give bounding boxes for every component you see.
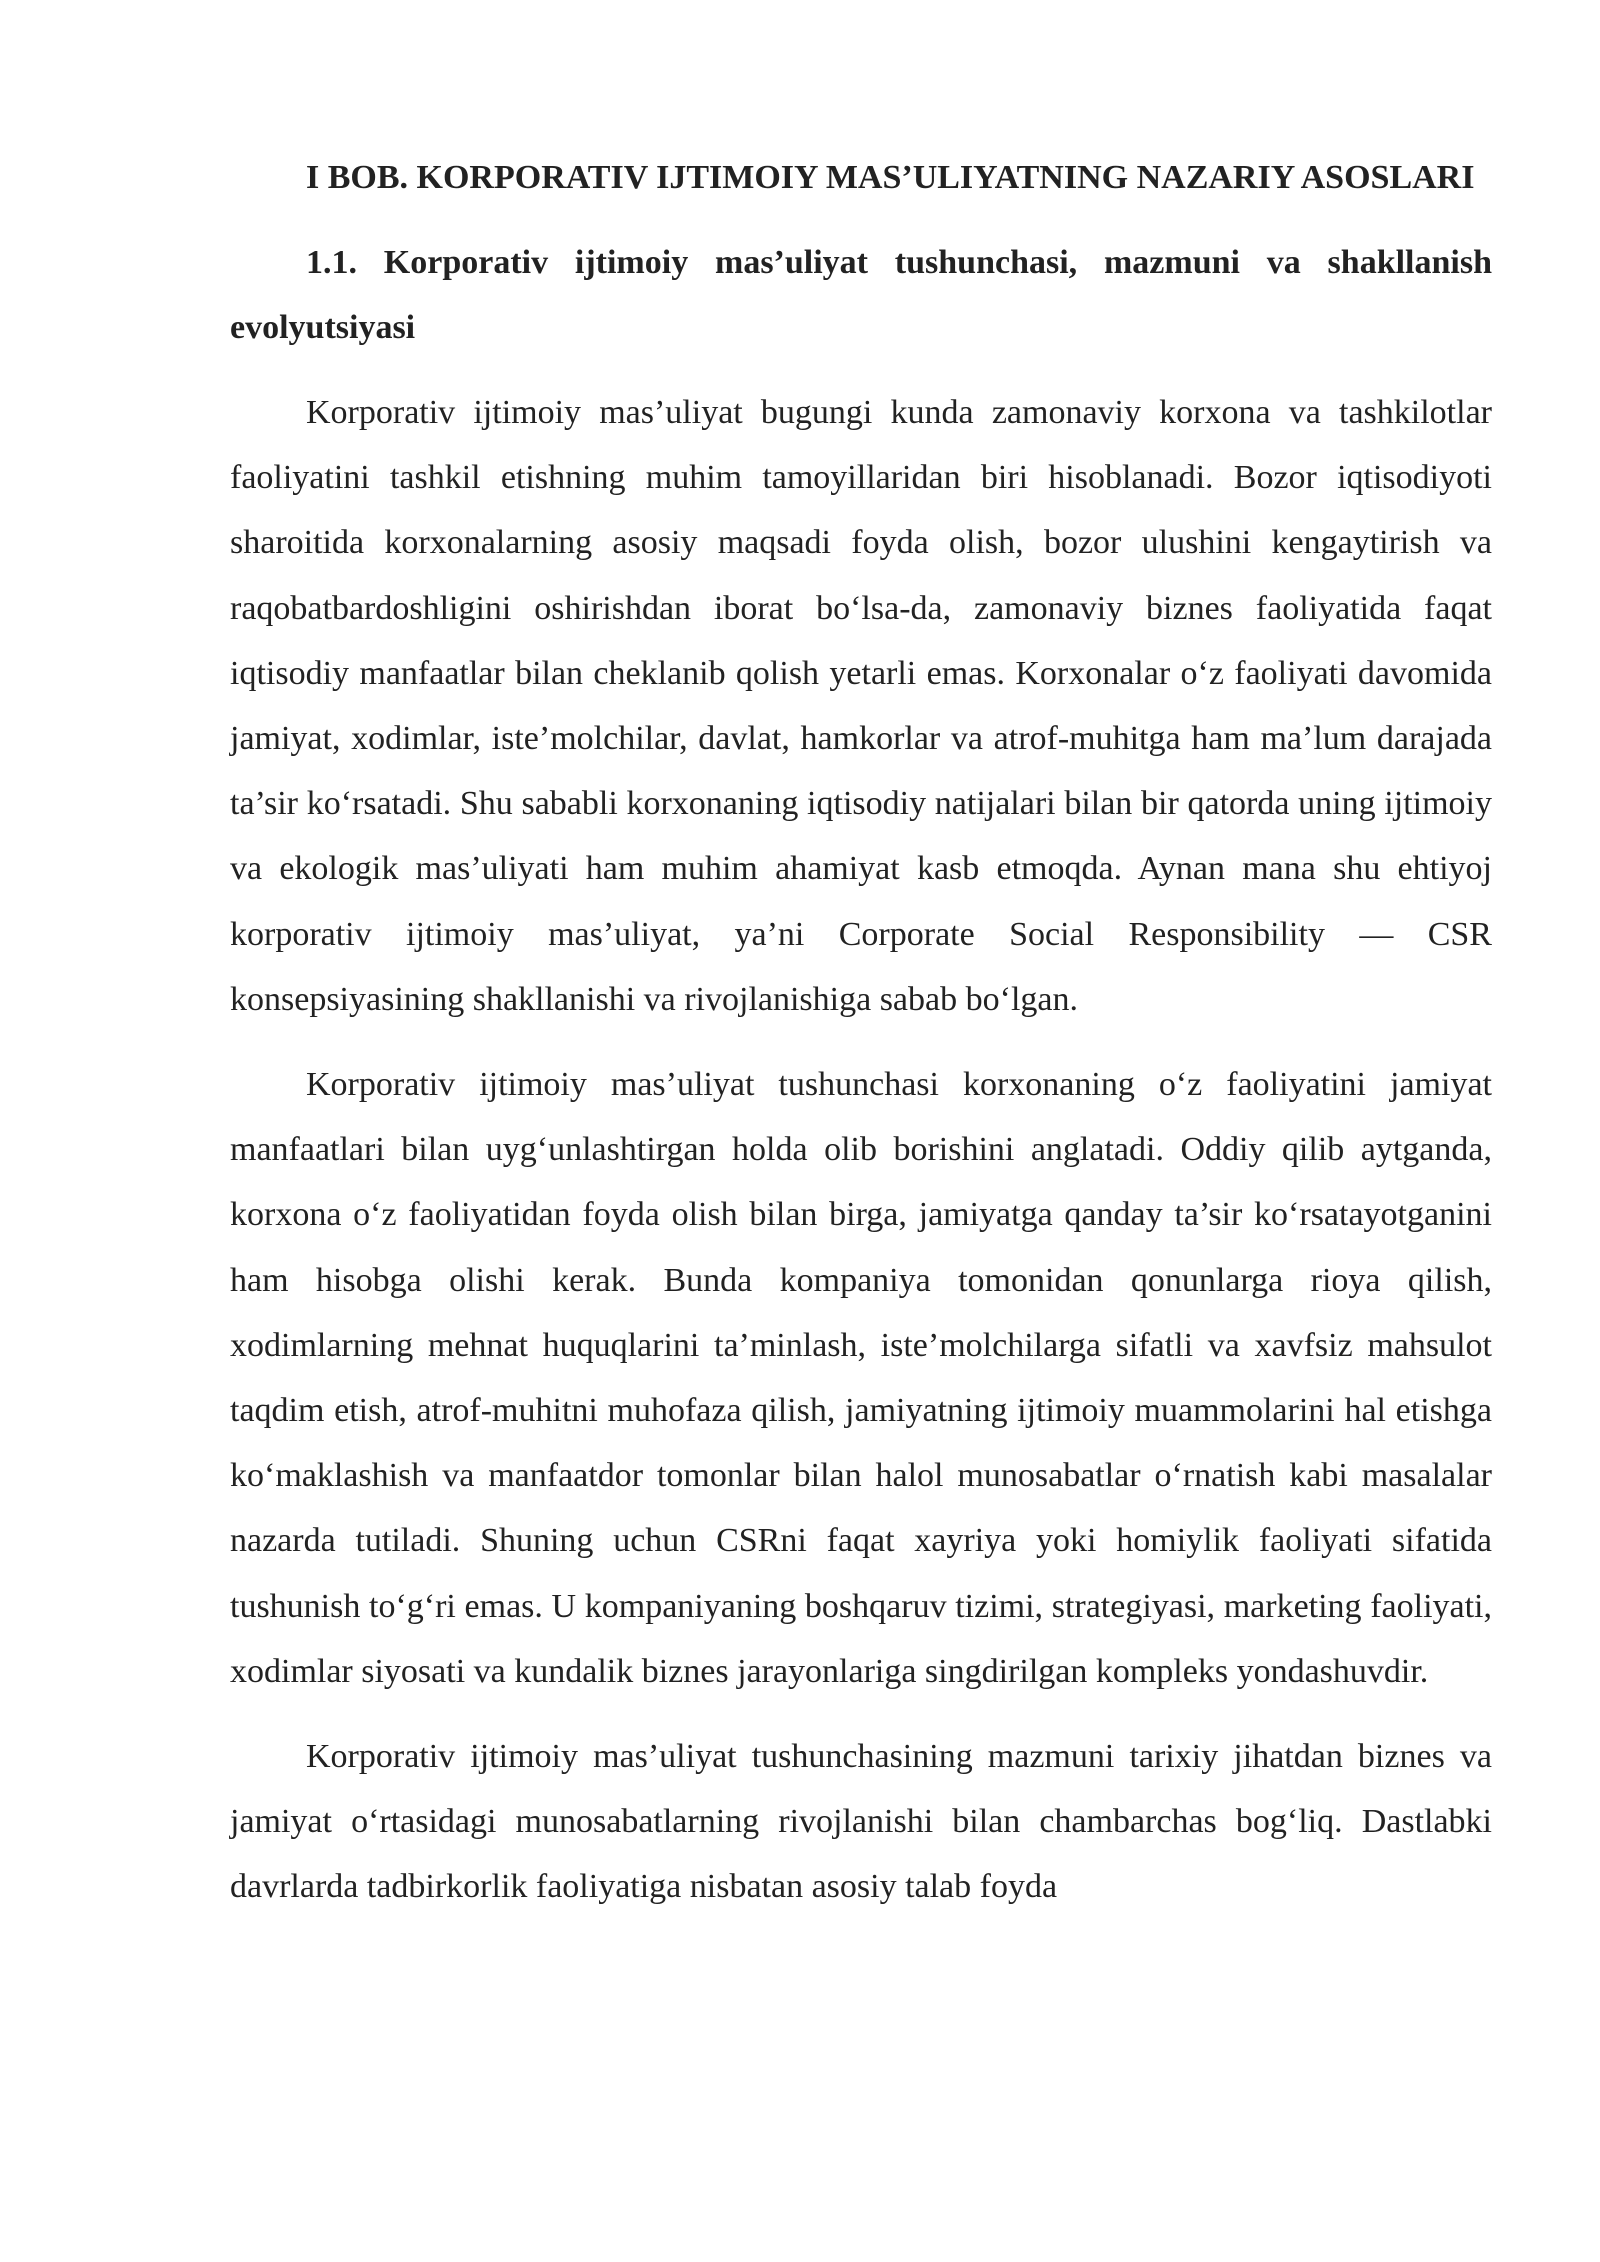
section-title: 1.1. Korporativ ijtimoiy mas’uliyat tushunchasi, mazmuni va shakllanish evolyutsiyasi — [230, 244, 1492, 346]
paragraph-3: Korporativ ijtimoiy mas’uliyat tushunchasining mazmuni tarixiy jihatdan biznes va jamiyat o‘rtasidagi munosabatlarning rivojlanishi bilan chambarchas bog‘liq. Dastlabki davrlarda tadbirkorlik faoliyatiga nisbatan asosiy talab foyda — [230, 1738, 1492, 1906]
document-page — [230, 145, 1492, 1940]
chapter-title: I BOB. KORPORATIV IJTIMOIY MAS’ULIYATNING NAZARIY ASOSLARI — [306, 159, 1475, 196]
paragraph-1: Korporativ ijtimoiy mas’uliyat bugungi kunda zamonaviy korxona va tashkilotlar faoliyatini tashkil etishning muhim tamoyillaridan biri hisoblanadi. Bozor iqtisodiyoti sharoitida korxonalarning asosiy maqsadi foyda olish, bozor ulushini kengaytirish va raqobatbardoshligini oshirishdan iborat bo‘lsa-da, zamonaviy biznes faoliyatida faqat iqtisodiy manfaatlar bilan cheklanib qolish yetarli emas. Korxonalar o‘z faoliyati davomida jamiyat, xodimlar, iste’molchilar, davlat, hamkorlar va atrof-muhitga ham ma’lum darajada ta’sir ko‘rsatadi. Shu sababli korxonaning iqtisodiy natijalari bilan bir qatorda uning ijtimoiy va ekologik mas’uliyati ham muhim ahamiyat kasb etmoqda. Aynan mana shu ehtiyoj korporativ ijtimoiy mas’uliyat, ya’ni Corporate Social Responsibility — CSR konsepsiyasining shakllanishi va rivojlanishiga sabab bo‘lgan. — [230, 394, 1492, 1018]
paragraph-2: Korporativ ijtimoiy mas’uliyat tushunchasi korxonaning o‘z faoliyatini jamiyat manfaatlari bilan uyg‘unlashtirgan holda olib borishini anglatadi. Oddiy qilib aytganda, korxona o‘z faoliyatidan foyda olish bilan birga, jamiyatga qanday ta’sir ko‘rsatayotganini ham hisobga olishi kerak. Bunda kompaniya tomonidan qonunlarga rioya qilish, xodimlarning mehnat huquqlarini ta’minlash, iste’molchilarga sifatli va xavfsiz mahsulot taqdim etish, atrof-muhitni muhofaza qilish, jamiyatning ijtimoiy muammolarini hal etishga ko‘maklashish va manfaatdor tomonlar bilan halol munosabatlar o‘rnatish kabi masalalar nazarda tutiladi. Shuning uchun CSRni faqat xayriya yoki homiylik faoliyati sifatida tushunish to‘g‘ri emas. U kompaniyaning boshqaruv tizimi, strategiyasi, marketing faoliyati, xodimlar siyosati va kundalik biznes jarayonlariga singdirilgan kompleks yondashuvdir. — [230, 1066, 1492, 1690]
